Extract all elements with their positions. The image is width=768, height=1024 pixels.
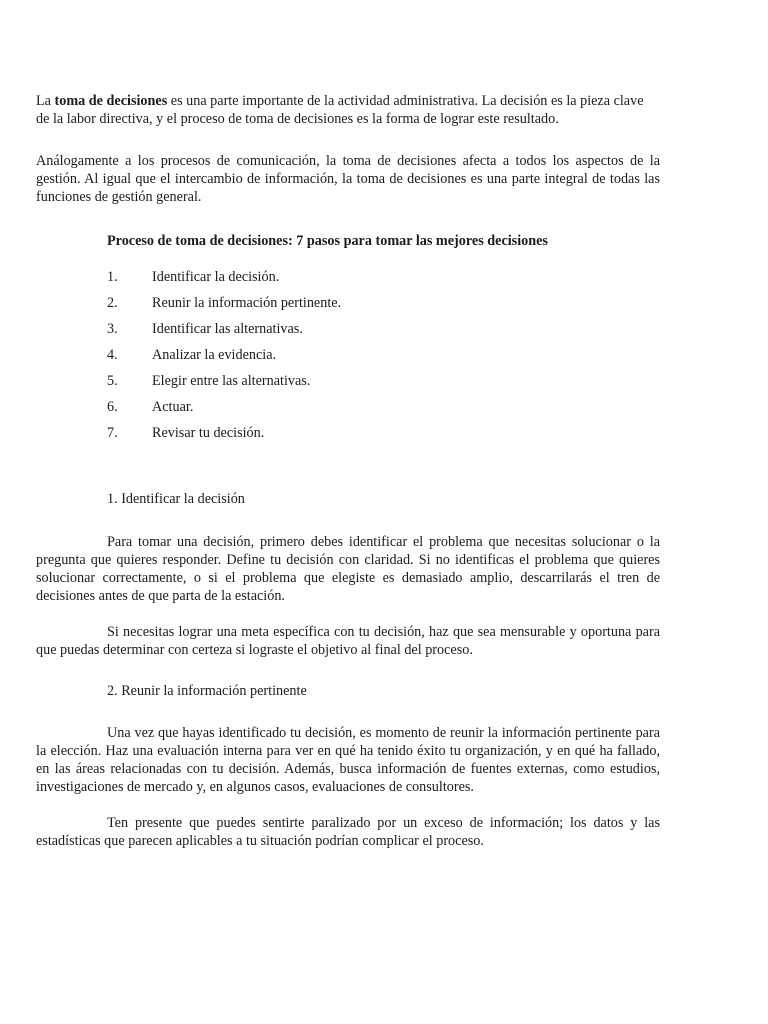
step-number: 2. <box>107 295 118 311</box>
step-number: 4. <box>107 347 118 363</box>
list-item <box>107 398 341 424</box>
list-item <box>107 320 341 346</box>
intro-paragraph <box>36 92 660 128</box>
step-text: Analizar la evidencia. <box>152 347 277 363</box>
step-number: 3. <box>107 321 118 337</box>
section-heading-gather: 2. Reunir la información pertinente <box>107 683 307 699</box>
step-text: Elegir entre las alternativas. <box>152 373 311 389</box>
step-text: Reunir la información pertinente. <box>152 295 342 311</box>
section1-paragraph-2: Si necesitas lograr una meta específica con tu decisión, haz que sea mensurable y oportuna para que puedas determinar con certeza si lograste el objetivo al final del proceso. <box>36 624 660 658</box>
step-number: 1. <box>107 269 118 285</box>
step-number: 7. <box>107 425 118 441</box>
section-heading-identify: 1. Identificar la decisión <box>107 491 245 507</box>
steps-list <box>107 268 341 450</box>
list-item <box>107 294 341 320</box>
step-text: Revisar tu decisión. <box>152 425 265 441</box>
list-item <box>107 268 341 294</box>
section1-paragraph-1: Para tomar una decisión, primero debes identificar el problema que necesitas solucionar o la pregunta que quieres responder. Define tu decisión con claridad. Si no identificas el problema que quieres solucionar correctamente, o si el problema que elegiste es demasiado amplio, descarrilarás el tren de decisiones antes de que parta de la estación. <box>36 534 660 604</box>
intro-suffix: es una parte importante de la actividad administrativa. La decisión es la pieza clave de la labor directiva, y el proceso de toma de decisiones es la forma de lograr este resultado. <box>36 93 644 127</box>
list-item <box>107 424 341 450</box>
step-number: 5. <box>107 373 118 389</box>
paragraph-communication: Análogamente a los procesos de comunicación, la toma de decisiones afecta a todos los aspectos de la gestión. Al igual que el intercambio de información, la toma de decisiones es una parte integral de todas las funciones de gestión general. <box>36 153 660 205</box>
steps-list-title: Proceso de toma de decisiones: 7 pasos para tomar las mejores decisiones <box>107 233 548 249</box>
step-text: Identificar las alternativas. <box>152 321 303 337</box>
intro-bold-term: toma de decisiones <box>54 93 168 109</box>
section2-paragraph-2: Ten presente que puedes sentirte paralizado por un exceso de información; los datos y las estadísticas que parecen aplicables a tu situación podrían complicar el proceso. <box>36 815 660 849</box>
list-item <box>107 372 341 398</box>
list-item <box>107 346 341 372</box>
step-text: Actuar. <box>152 399 194 415</box>
step-number: 6. <box>107 399 118 415</box>
section2-paragraph-1: Una vez que hayas identificado tu decisión, es momento de reunir la información pertinente para la elección. Haz una evaluación interna para ver en qué ha tenido éxito tu organización, y en qué ha fallado, en las áreas relacionadas con tu decisión. Además, busca información de fuentes externas, como estudios, investigaciones de mercado y, en algunos casos, evaluaciones de consultores. <box>36 725 660 795</box>
step-text: Identificar la decisión. <box>152 269 280 285</box>
intro-prefix: La <box>36 93 55 109</box>
